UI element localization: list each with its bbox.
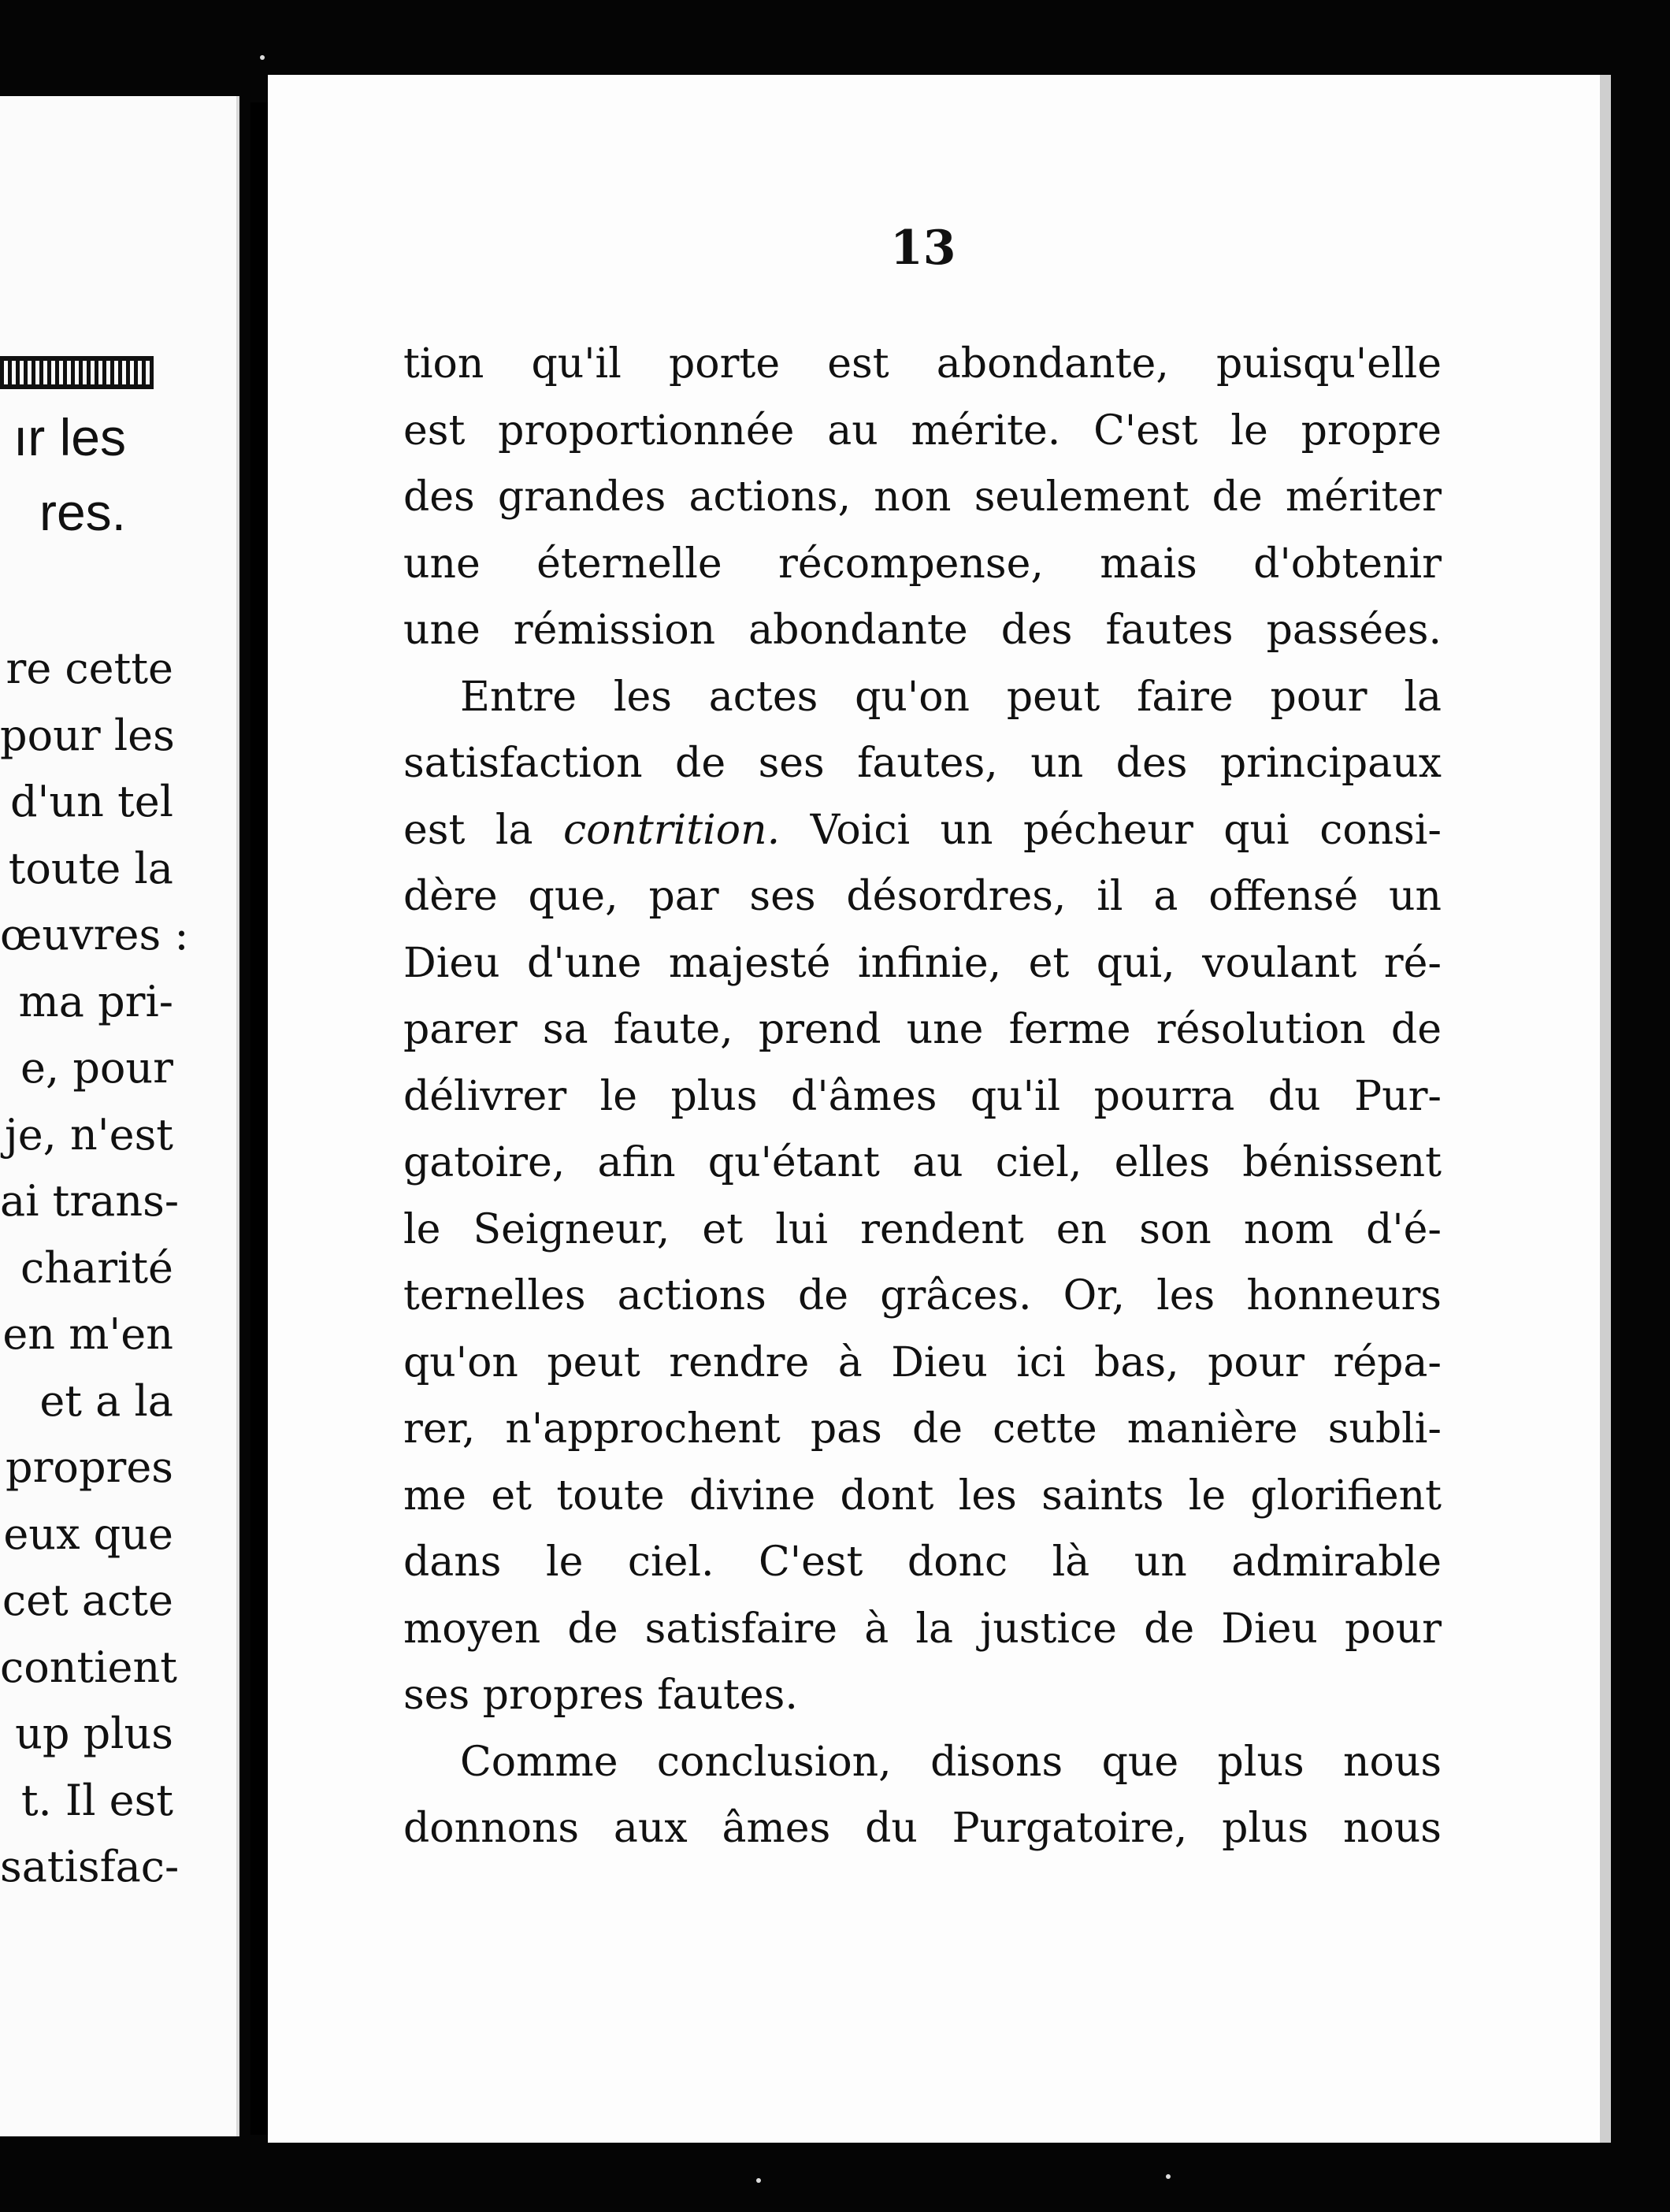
left-text-line: toute la <box>8 843 173 893</box>
text-line: délivrer le plus d'âmes qu'il pourra du Pur- <box>403 1072 1442 1120</box>
left-text-line: ai trans- <box>0 1176 180 1226</box>
scan-speck <box>756 2178 761 2183</box>
italic-term: contrition. <box>562 806 781 854</box>
scan-speck <box>1166 2174 1171 2179</box>
text-line: rer, n'approchent pas de cette manière subli- <box>403 1405 1442 1453</box>
left-heading-line-1: ır les <box>13 408 126 466</box>
left-heading-line-2: res. <box>39 483 126 541</box>
body-text <box>403 331 1442 1862</box>
text-span: Voici un pécheur qui consi- <box>780 806 1442 854</box>
text-line: donnons aux âmes du Purgatoire, plus nous <box>403 1805 1442 1852</box>
text-line: qu'on peut rendre à Dieu ici bas, pour répa- <box>403 1338 1442 1386</box>
page-number: 13 <box>890 221 956 276</box>
text-line: satisfaction de ses fautes, un des principaux <box>403 740 1442 787</box>
right-page <box>268 75 1611 2143</box>
text-line: tion qu'il porte est abondante, puisqu'elle <box>403 340 1442 388</box>
text-line: dans le ciel. C'est donc là un admirable <box>403 1538 1442 1586</box>
text-line: le Seigneur, et lui rendent en son nom d'é- <box>403 1205 1442 1253</box>
text-line: parer sa faute, prend une ferme résolution de <box>403 1006 1442 1053</box>
left-text-line: propres <box>6 1442 173 1492</box>
text-line: ternelles actions de grâces. Or, les honneurs <box>403 1272 1442 1319</box>
text-span: est la <box>403 806 563 854</box>
book-gutter <box>250 102 269 2135</box>
left-text-line: œuvres : <box>0 910 189 959</box>
left-text-line: d'un tel <box>9 777 173 826</box>
left-text-line: en m'en <box>2 1309 173 1359</box>
left-text-line: je, n'est <box>4 1109 173 1160</box>
text-line: est proportionnée au mérite. C'est le propre <box>403 406 1442 455</box>
left-facing-page <box>0 96 239 2136</box>
left-text-line: contient <box>0 1642 177 1692</box>
left-text-line: et a la <box>39 1375 173 1426</box>
text-line: dère que, par ses désordres, il a offensé un <box>403 873 1442 920</box>
text-line: Entre les actes qu'on peut faire pour la <box>460 673 1442 721</box>
left-text-line: charité <box>20 1242 173 1293</box>
text-line: Comme conclusion, disons que plus nous <box>460 1738 1442 1786</box>
text-line: moyen de satisfaire à la justice de Dieu pour <box>403 1605 1442 1653</box>
left-text-line: e, pour <box>20 1043 173 1093</box>
left-text-line: cet acte <box>2 1575 173 1625</box>
left-text-line: satisfac- <box>0 1842 180 1891</box>
left-page-text <box>0 636 189 1901</box>
left-text-line: ma pri- <box>18 976 173 1026</box>
left-text-line: t. Il est <box>20 1775 173 1825</box>
left-text-line: up plus <box>15 1709 173 1758</box>
text-line: des grandes actions, non seulement de mériter <box>403 473 1442 521</box>
left-text-line: pour les <box>0 710 175 760</box>
text-line: me et toute divine dont les saints le glorifient <box>403 1472 1442 1520</box>
text-line: une rémission abondante des fautes passées. <box>403 607 1442 654</box>
text-line: une éternelle récompense, mais d'obtenir <box>403 540 1442 588</box>
left-text-line: re cette <box>6 644 173 693</box>
text-line: ses propres fautes. <box>403 1672 798 1719</box>
text-line <box>403 797 1442 864</box>
left-text-line: eux que <box>3 1509 173 1559</box>
text-line: Dieu d'une majesté infinie, et qui, voulant ré- <box>403 939 1442 987</box>
text-line: gatoire, afin qu'étant au ciel, elles bénissent <box>403 1139 1442 1186</box>
decorative-ornament-band <box>0 356 154 389</box>
scan-speck <box>260 55 265 60</box>
